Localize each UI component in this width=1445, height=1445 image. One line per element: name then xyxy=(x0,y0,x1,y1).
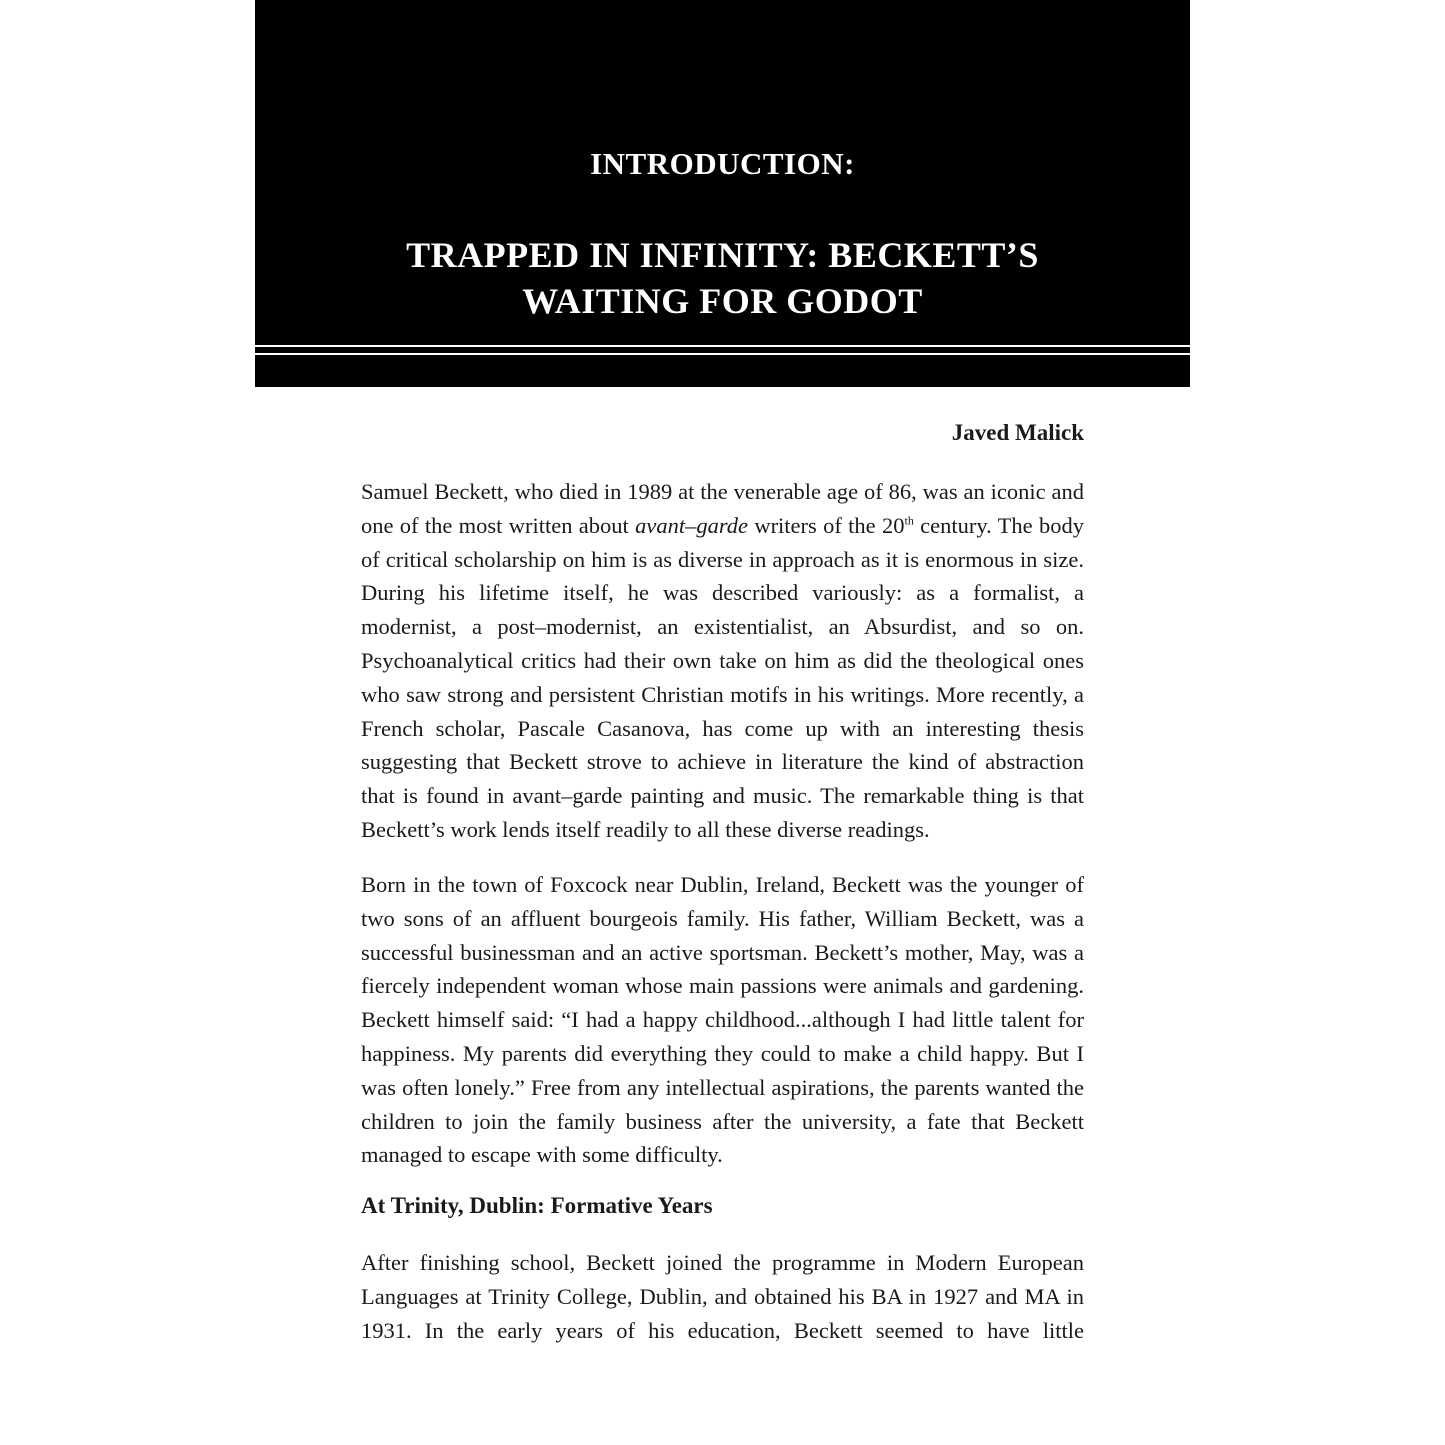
paragraph-3: After finishing school, Beckett joined the programme in Modern European Languages at Trinity College, Dublin, and obtained his BA in 1927 and MA in 1931. In the early years of his education, Beckett seemed to have little xyxy=(361,1250,1084,1343)
section-heading: At Trinity, Dublin: Formative Years xyxy=(361,1193,713,1218)
chapter-label: INTRODUCTION: xyxy=(590,146,855,181)
chapter-title-line-1: TRAPPED IN INFINITY: BECKETT’S xyxy=(406,235,1039,275)
paragraph-2: Born in the town of Foxcock near Dublin, Ireland, Beckett was the younger of two sons of an affluent bourgeois family. His father, William Beckett, was a successful businessman and an active sportsman. Beckett’s mother, May, was a fiercely independent woman whose main passions were animals and gardening. Beckett himself said: “I had a happy childhood...although I had little talent for happiness. My parents did everything they could to make a child happy. But I was often lonely.” Free from any intellectual aspirations, the parents wanted the children to join the family business after the university, a fate that Beckett managed to escape with some difficulty. xyxy=(361,872,1084,1168)
paragraph-1 xyxy=(361,475,1084,847)
chapter-title-line-2: WAITING FOR GODOT xyxy=(522,281,923,321)
chapter-header-band xyxy=(255,0,1190,387)
paragraph-1-text-b: writers of the 20 xyxy=(748,512,905,538)
author-name: Javed Malick xyxy=(951,420,1084,445)
paragraph-1-text-a: Samuel Beckett, who died in 1989 at the venerable age of 86, was an iconic and one of the most written about xyxy=(361,479,1084,538)
chapter-title xyxy=(255,232,1190,324)
header-rule-bottom xyxy=(255,353,1190,355)
paragraph-1-text-c: century. The body of critical scholarship on him is as diverse in approach as it is enormous in size. During his lifetime itself, he was described variously: as a formalist, a modernist, a post–modernist, an existentialist, an Absurdist, and so on. Psychoanalytical critics had their own take on him as did the theological ones who saw strong and persistent Christian motifs in his writings. More recently, a French scholar, Pascale Casanova, has come up with an interesting thesis suggesting that Beckett strove to achieve in literature the kind of abstraction that is found in avant–garde painting and music. The remarkable thing is that Beckett’s work lends itself readily to all these diverse readings. xyxy=(361,512,1084,842)
paragraph-1-superscript: th xyxy=(904,513,914,528)
paragraph-1-italic: avant–garde xyxy=(635,512,748,538)
header-rule-top xyxy=(255,345,1190,347)
